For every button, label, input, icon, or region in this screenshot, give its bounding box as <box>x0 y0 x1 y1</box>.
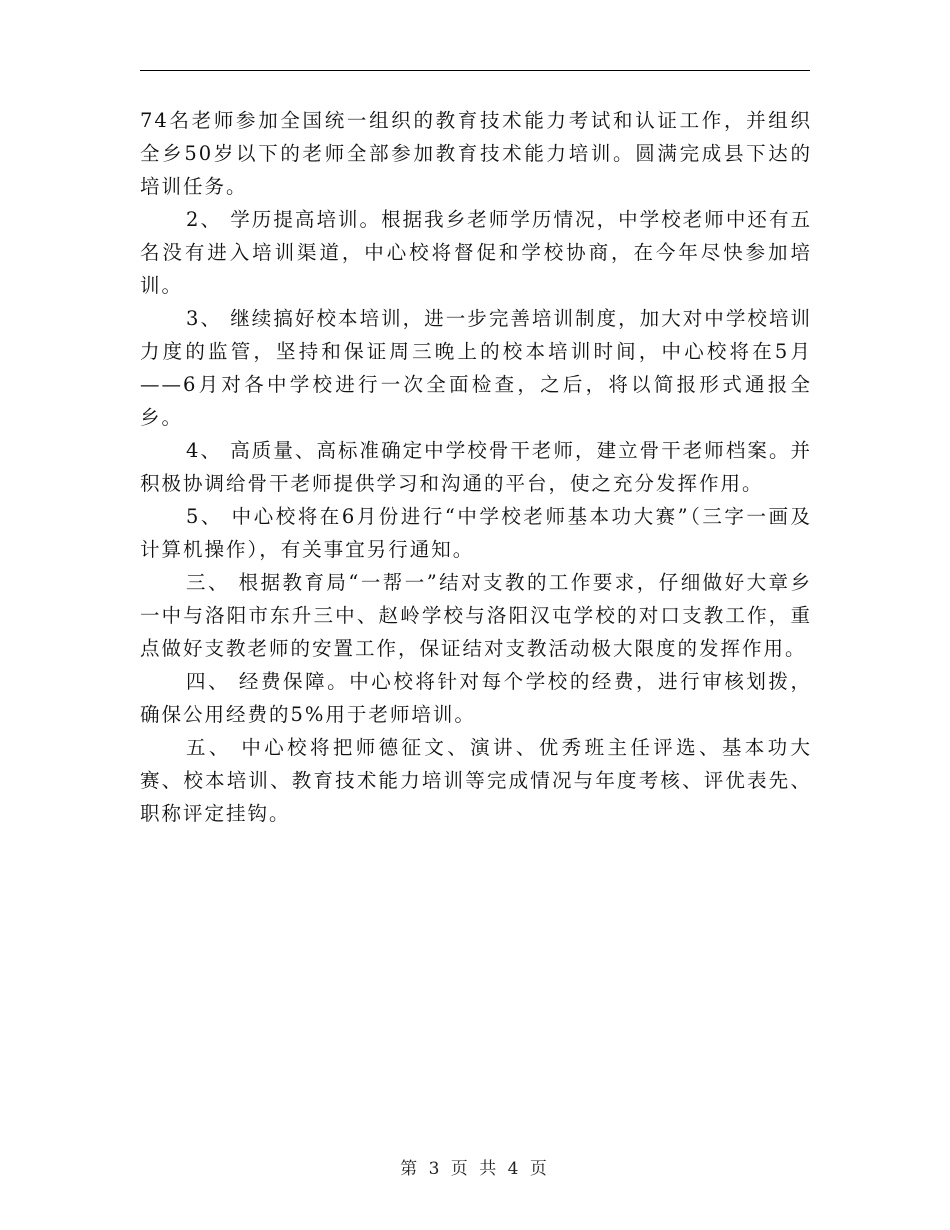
paragraph-4: 4、 高质量、高标准确定中学校骨干老师，建立骨干老师档案。并积极协调给骨干老师提供学习和沟通的平台，使之充分发挥作用。 <box>140 439 812 495</box>
document-body <box>140 104 812 830</box>
paragraph-5: 5、 中心校将在6月份进行“中学校老师基本功大赛”（三字一画及计算机操作），有关事宜另行通知。 <box>140 505 812 561</box>
paragraph-1: 74名老师参加全国统一组织的教育技术能力考试和认证工作，并组织全乡50岁以下的老师全部参加教育技术能力培训。圆满完成县下达的培训任务。 <box>140 109 812 198</box>
paragraph-2: 2、 学历提高培训。根据我乡老师学历情况，中学校老师中还有五名没有进入培训渠道，中心校将督促和学校协商，在今年尽快参加培训。 <box>140 208 812 297</box>
page-number-footer: 第 3 页 共 4 页 <box>400 1159 550 1179</box>
paragraph-8: 五、 中心校将把师德征文、演讲、优秀班主任评选、基本功大赛、校本培训、教育技术能力培训等完成情况与年度考核、评优表先、职称评定挂钩。 <box>140 736 812 825</box>
paragraph-6: 三、 根据教育局“一帮一”结对支教的工作要求，仔细做好大章乡一中与洛阳市东升三中、赵岭学校与洛阳汉屯学校的对口支教工作，重点做好支教老师的安置工作，保证结对支教活动极大限度的发挥作用。 <box>140 571 812 660</box>
header-rule <box>140 70 810 71</box>
paragraph-3: 3、 继续搞好校本培训，进一步完善培训制度，加大对中学校培训力度的监管，坚持和保证周三晚上的校本培训时间，中心校将在5月——6月对各中学校进行一次全面检查，之后，将以简报形式通报全乡。 <box>140 307 812 429</box>
paragraph-7: 四、 经费保障。中心校将针对每个学校的经费，进行审核划拨，确保公用经费的5%用于老师培训。 <box>140 670 812 726</box>
